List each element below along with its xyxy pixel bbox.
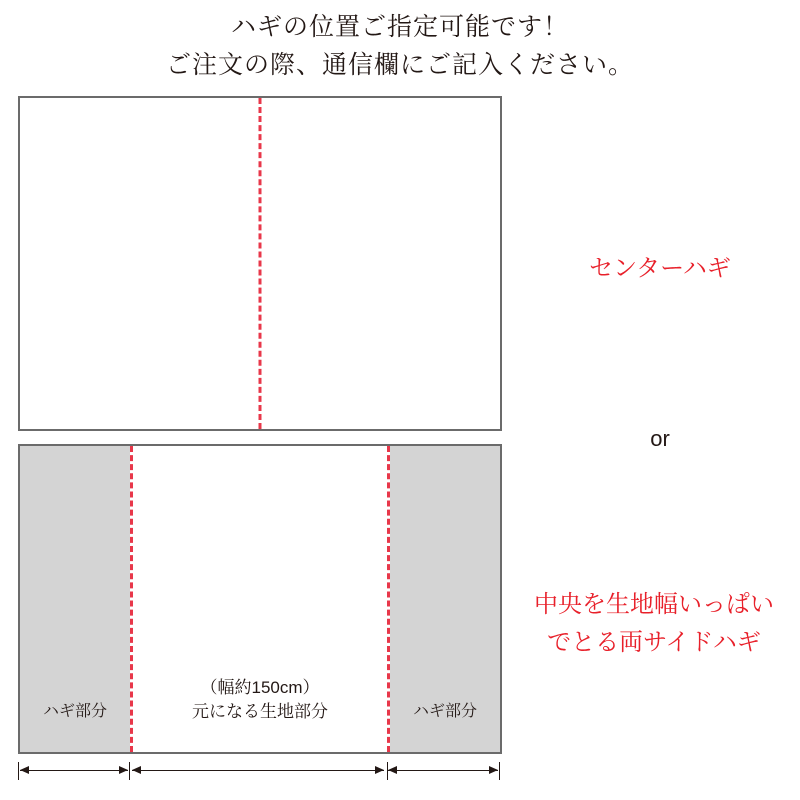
dimension-tick-left-seam — [129, 762, 130, 780]
center-seam-dashed-line — [259, 98, 262, 429]
base-fabric-label: 元になる生地部分 — [192, 702, 328, 721]
hagi-label-right: ハギ部分 — [412, 703, 477, 720]
caption-or: or — [650, 426, 670, 451]
hagi-label-left: ハギ部分 — [42, 703, 107, 720]
caption-both-sides-line-2: でとる両サイドハギ — [547, 629, 761, 656]
dimension-tick-left-edge — [18, 762, 19, 780]
dimension-arrow-base-fabric — [132, 770, 384, 771]
center-width-note: （幅約150cm） — [200, 678, 320, 697]
dimension-arrow-hagi-right — [388, 770, 498, 771]
heading-line-1: ハギの位置ご指定可能です！ — [230, 13, 569, 41]
both-sides-seam-panel — [18, 444, 502, 754]
dimension-arrow-hagi-left — [20, 770, 128, 771]
dimension-tick-right-edge — [499, 762, 500, 780]
caption-both-sides-seam — [508, 586, 800, 662]
center-seam-panel — [18, 96, 502, 431]
heading-line-2: ご注文の際、通信欄にご記入ください。 — [165, 51, 634, 79]
caption-both-sides-line-1: 中央を生地幅いっぱい — [534, 591, 774, 618]
caption-center-seam: センターハギ — [589, 255, 731, 282]
dimension-arrow-row — [18, 762, 502, 782]
